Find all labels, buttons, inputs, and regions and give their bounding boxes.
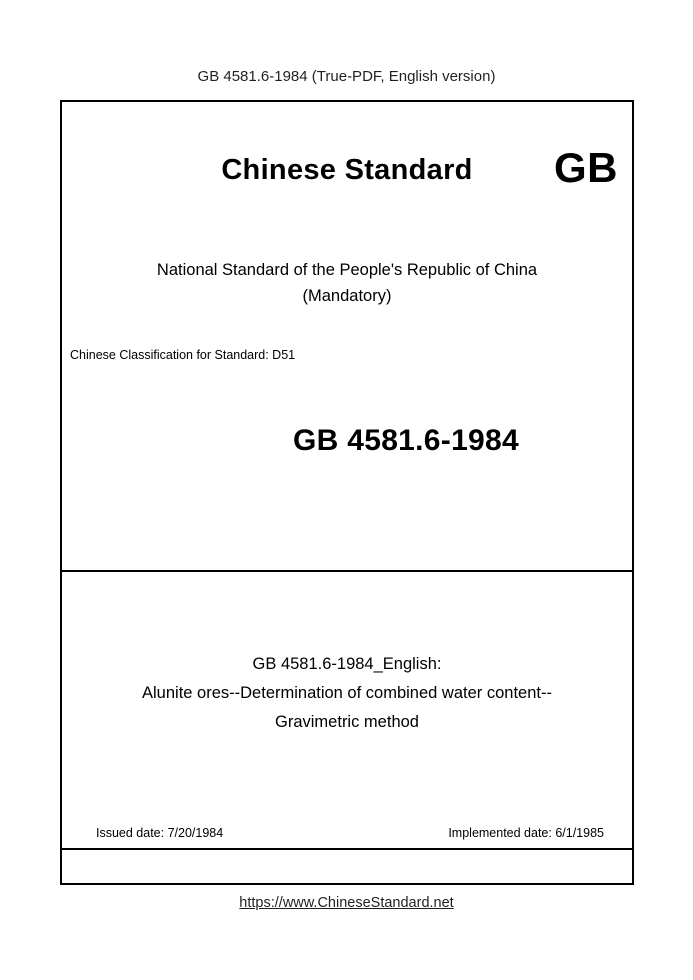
cover-frame bbox=[60, 100, 634, 885]
page-title: Chinese Standard bbox=[221, 154, 473, 186]
page-header-text: GB 4581.6-1984 (True-PDF, English version) bbox=[197, 68, 496, 85]
cover-top-section bbox=[62, 102, 632, 572]
national-standard-line-2: (Mandatory) bbox=[302, 287, 392, 305]
implemented-date: Implemented date: 6/1/1985 bbox=[448, 826, 604, 840]
issued-date: Issued date: 7/20/1984 bbox=[96, 826, 224, 840]
english-title-block bbox=[90, 650, 604, 737]
english-title-line-2: Alunite ores--Determination of combined water content-- bbox=[142, 684, 552, 702]
cover-bottom-section bbox=[62, 850, 632, 883]
standard-code: GB 4581.6-1984 bbox=[292, 424, 520, 457]
national-standard-line-1: National Standard of the People's Republic of China bbox=[156, 261, 538, 279]
english-title-line-3: Gravimetric method bbox=[275, 713, 419, 731]
website-link[interactable]: https://www.ChineseStandard.net bbox=[239, 895, 454, 911]
cover-middle-section bbox=[62, 572, 632, 850]
gb-logo: GB bbox=[554, 144, 618, 191]
title-row bbox=[62, 144, 632, 214]
national-standard-block bbox=[62, 257, 632, 309]
classification-text: Chinese Classification for Standard: D51 bbox=[70, 348, 296, 362]
english-title-line-1: GB 4581.6-1984_English: bbox=[252, 655, 442, 673]
